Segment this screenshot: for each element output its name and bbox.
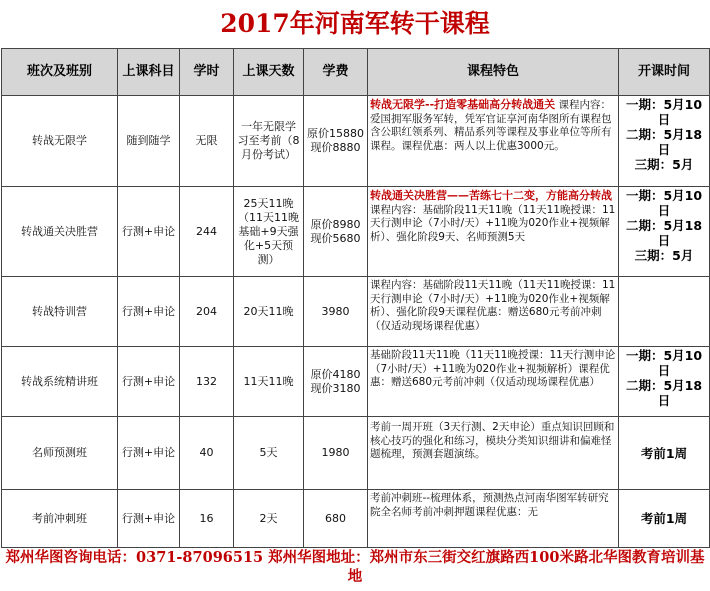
table-row bbox=[2, 347, 710, 417]
class-name: 考前冲刺班 bbox=[2, 490, 118, 548]
course-features bbox=[368, 347, 619, 417]
start-time bbox=[619, 347, 710, 417]
header-fee: 学费 bbox=[304, 49, 368, 96]
start-time bbox=[619, 490, 710, 548]
header-class: 班次及班别 bbox=[2, 49, 118, 96]
start-time-line: 考前1周 bbox=[640, 445, 688, 461]
hours: 16 bbox=[180, 490, 234, 548]
table-row bbox=[2, 277, 710, 347]
fee bbox=[304, 347, 368, 417]
table-row bbox=[2, 187, 710, 277]
fee bbox=[304, 187, 368, 277]
header-subject: 上课科目 bbox=[118, 49, 180, 96]
start-time bbox=[619, 187, 710, 277]
course-features bbox=[368, 96, 619, 187]
start-time-line: 一期：5月10日 bbox=[625, 97, 703, 127]
subject: 行测+申论 bbox=[118, 417, 180, 490]
fee-current: 现价3180 bbox=[310, 381, 361, 395]
feature-body: 课程内容：基础阶段11天11晚（11天11晚授课：11天行测申论（7小时/天）+11晚为020作业+视频解析）、强化阶段9天、名师预测5天 bbox=[370, 203, 616, 243]
fee-original: 原价15880 bbox=[307, 127, 364, 140]
feature-body: 考前冲刺班--梳理体系，预测热点河南华图军转研究院全名师考前冲刺押题课程优惠：无 bbox=[370, 492, 609, 518]
start-time-line: 一期：5月10日 bbox=[625, 348, 703, 378]
course-table bbox=[1, 48, 710, 548]
feature-body: 基础阶段11天11晚（11天11晚授课：11天行测申论（7小时/天）+11晚为020作业+视频解析）课程优惠：赠送680元考前冲刺（仅适动现场课程优惠） bbox=[370, 349, 616, 388]
fee-current: 现价5680 bbox=[310, 231, 361, 245]
start-time bbox=[619, 277, 710, 347]
class-name: 转战系统精讲班 bbox=[2, 347, 118, 417]
course-features bbox=[368, 187, 619, 277]
subject: 行测+申论 bbox=[118, 490, 180, 548]
table-row bbox=[2, 490, 710, 548]
feature-body: 课程内容：基础阶段11天11晚（11天11晚授课：11天行测申论（7小时/天）+11晚为020作业+视频解析）、强化阶段9天课程优惠：赠送680元考前冲刺（仅适动现场课程优惠） bbox=[370, 279, 616, 332]
feature-headline: 转战无限学--打造零基础高分转战通关 bbox=[370, 98, 556, 111]
course-features bbox=[368, 277, 619, 347]
table-row bbox=[2, 417, 710, 490]
start-time-line: 二期：5月18日 bbox=[625, 127, 703, 157]
hours: 无限 bbox=[180, 96, 234, 187]
subject: 行测+申论 bbox=[118, 187, 180, 277]
hours: 40 bbox=[180, 417, 234, 490]
subject: 行测+申论 bbox=[118, 277, 180, 347]
start-time-line: 一期：5月10日 bbox=[625, 188, 703, 218]
hours: 132 bbox=[180, 347, 234, 417]
days: 11天11晚 bbox=[234, 347, 304, 417]
feature-body: 课程内容：爱国拥军服务军转，凭军官证享河南华图所有课程包含公职红领系列、精品系列等课程及事业单位等所有课程。课程优惠：两人以上优惠3000元。 bbox=[370, 99, 612, 152]
subject: 随到随学 bbox=[118, 96, 180, 187]
header-start: 开课时间 bbox=[619, 49, 710, 96]
feature-body: 考前一周开班（3天行测、2天申论）重点知识回顾和核心技巧的强化和练习，模块分类知识细讲和偏难怪题梳理，预测套题演练。 bbox=[370, 421, 615, 460]
fee-original: 原价8980 bbox=[310, 217, 361, 231]
course-features bbox=[368, 417, 619, 490]
start-time bbox=[619, 96, 710, 187]
contact-footer: 郑州华图咨询电话：0371-87096515 郑州华图地址：郑州市东三街交红旗路西100米路北华图教育培训基地 bbox=[5, 549, 705, 585]
course-features bbox=[368, 490, 619, 548]
class-name: 转战特训营 bbox=[2, 277, 118, 347]
header-hours: 学时 bbox=[180, 49, 234, 96]
start-time-line: 三期：5月 bbox=[634, 157, 694, 172]
days: 一年无限学习至考前（8月份考试） bbox=[234, 96, 304, 187]
start-time-line: 三期：5月 bbox=[634, 248, 694, 263]
page-title: 2017年河南军转干课程 bbox=[220, 9, 490, 38]
class-name: 转战通关决胜营 bbox=[2, 187, 118, 277]
header-days: 上课天数 bbox=[234, 49, 304, 96]
hours: 244 bbox=[180, 187, 234, 277]
start-time-line: 二期：5月18日 bbox=[625, 378, 703, 408]
fee bbox=[304, 96, 368, 187]
fee-original: 1980 bbox=[321, 446, 350, 459]
fee-original: 680 bbox=[325, 511, 346, 525]
table-header-row bbox=[2, 49, 710, 96]
days: 5天 bbox=[234, 417, 304, 490]
start-time bbox=[619, 417, 710, 490]
fee bbox=[304, 417, 368, 490]
table-row bbox=[2, 96, 710, 187]
start-time-line: 考前1周 bbox=[640, 511, 688, 526]
hours: 204 bbox=[180, 277, 234, 347]
class-name: 名师预测班 bbox=[2, 417, 118, 490]
fee bbox=[304, 490, 368, 548]
days: 20天11晚 bbox=[234, 277, 304, 347]
subject: 行测+申论 bbox=[118, 347, 180, 417]
fee-original: 3980 bbox=[321, 304, 350, 318]
start-time-line: 二期：5月18日 bbox=[625, 218, 703, 248]
fee-original: 原价4180 bbox=[310, 367, 361, 381]
fee bbox=[304, 277, 368, 347]
fee-current: 现价8880 bbox=[310, 141, 361, 154]
days: 2天 bbox=[234, 490, 304, 548]
days: 25天11晚（11天11晚基础+9天强化+5天预测） bbox=[234, 187, 304, 277]
class-name: 转战无限学 bbox=[2, 96, 118, 187]
header-features: 课程特色 bbox=[368, 49, 619, 96]
feature-headline: 转战通关决胜营——苦练七十二变，方能高分转战 bbox=[370, 189, 612, 202]
